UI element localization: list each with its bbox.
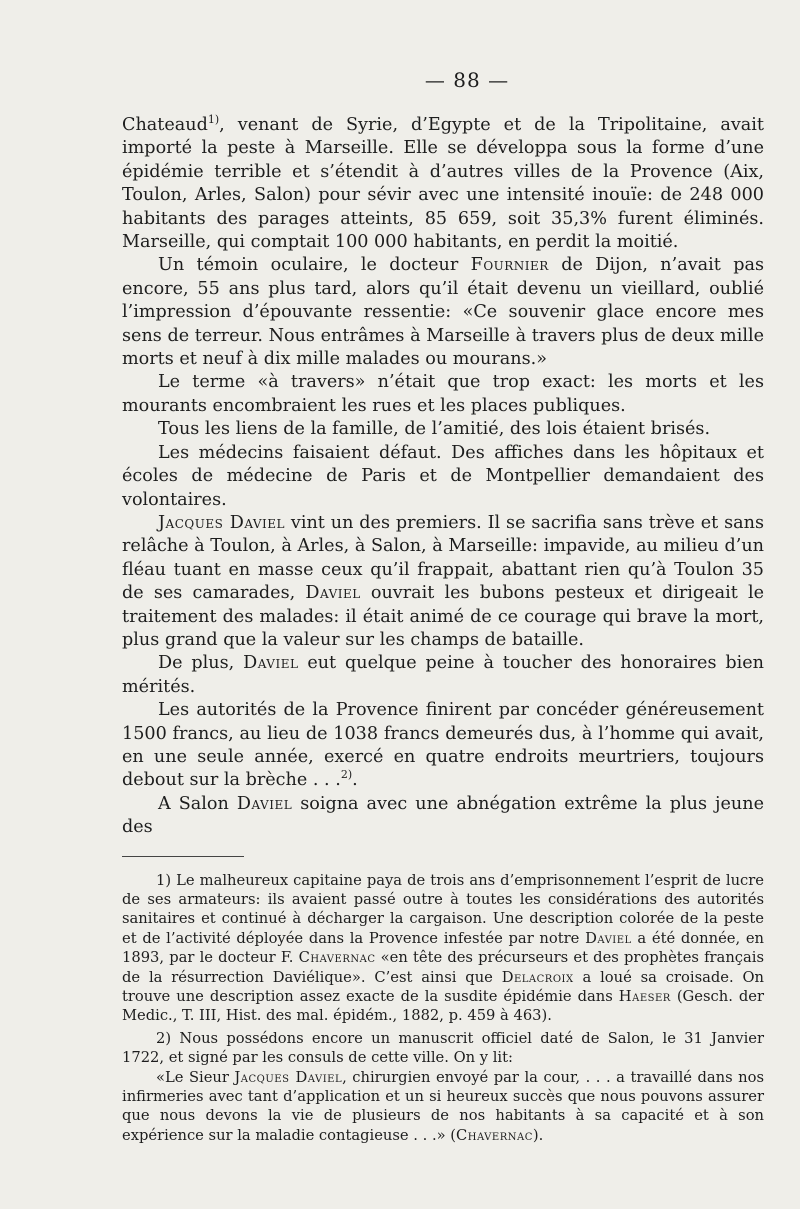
paragraph-3: Le terme «à travers» n’était que trop exact: les morts et les mourants encombraient les rues et les places publiques. (122, 372, 764, 416)
paragraph-4: Tous les liens de la famille, de l’amitié, des lois étaient brisés. (158, 419, 711, 440)
footnote-2-quote: «Le Sieur Jacques Daviel, chirurgien envoyé par la cour, . . . a travaillé dans nos infirmeries avec tant d’application et un si heureux succès que nous pouvons assurer que nous devons la vie de plusieurs de nos habitants à sa capacité et à son expérience sur la maladie contagieuse . . .» (Chavernac). (122, 1068, 765, 1144)
footnote-divider (122, 856, 244, 857)
paragraph-7: De plus, Daviel eut quelque peine à toucher des honoraires bien mérités. (122, 653, 764, 697)
page-number: — 88 — (424, 68, 510, 92)
paragraph-6: Jacques Daviel vint un des premiers. Il se sacrifia sans trève et sans relâche à Toulon, à Arles, à Salon, à Marseille: impavide, au milieu d’un fléau tuant en masse ceux qu’il frappait, abattant rien qu’à Toulon 35 de ses camarades, Daviel ouvrait les bubons pesteux et dirigeait le traitement des malades: il était animé de ce courage qui brave la mort, plus grand que la valeur sur les champs de bataille. (122, 512, 765, 650)
paragraph-5: Les médecins faisaient défaut. Des affiches dans les hôpitaux et écoles de médecine de Paris et de Montpellier demandaient des volontaires. (122, 442, 764, 510)
paragraph-8: Les autorités de la Provence finirent par concéder généreusement 1500 francs, au lieu de 1038 francs demeurés dus, à l’homme qui avait, en une seule année, exercé en quatre endroits meurtriers, toujours debout sur la brèche . . .$^{2)}$. (122, 700, 764, 791)
footnote-1: 1) Le malheureux capitaine paya de trois ans d’emprisonnement l’esprit de lucre de ses armateurs: ils avaient passé outre à toutes les considérations des autorités sanitaires et continué à décharger la cargaison. Une description colorée de la peste et de l’activité déployée dans la Provence infestée par notre Daviel a été donnée, en 1893, par le docteur F. Chavernac «en tête des précurseurs et des prophètes français de la résurrection Daviélique». C’est ainsi que Delacroix a loué sa croisade. On trouve une description assez exacte de la susdite épidémie dans Haeser (Gesch. der Medic., T. III, Hist. des mal. épidém., 1882, p. 459 à 463). (122, 871, 765, 1025)
footnotes (122, 871, 764, 1146)
paragraph-1: Chateaud$^{1)}$, venant de Syrie, d’Egypte et de la Tripolitaine, avait importé la peste à Marseille. Elle se développa sous la forme d’une épidémie terrible et s’étendit à d’autres villes de la Provence (Aix, Toulon, Arles, Salon) pour sévir avec une intensité inouïe: de 248 000 habitants des parages atteints, 85 659, soit 35,3% furent éliminés. Marseille, qui comptait 100 000 habitants, en perdit la moitié. (122, 113, 764, 253)
footnote-ref-2: 2) (340, 768, 353, 782)
paragraph-9: A Salon Daviel soigna avec une abnégation extrême la plus jeune des (122, 793, 764, 838)
footnote-ref-1: 1) (207, 113, 220, 127)
footnote-2: 2) Nous possédons encore un manuscrit officiel daté de Salon, le 31 Janvier 1722, et signé par les consuls de cette ville. On y lit: (122, 1029, 764, 1067)
main-text (122, 114, 764, 840)
page (122, 68, 764, 1145)
paragraph-2: Un témoin oculaire, le docteur Fournier de Dijon, n’avait pas encore, 55 ans plus tard, alors qu’il était devenu un vieillard, oublié l’impression d’épouvante ressentie: «Ce souvenir glace encore mes sens de terreur. Nous entrâmes à Marseille à travers plus de deux mille morts et neuf à dix mille malades ou mourans.» (122, 255, 764, 370)
